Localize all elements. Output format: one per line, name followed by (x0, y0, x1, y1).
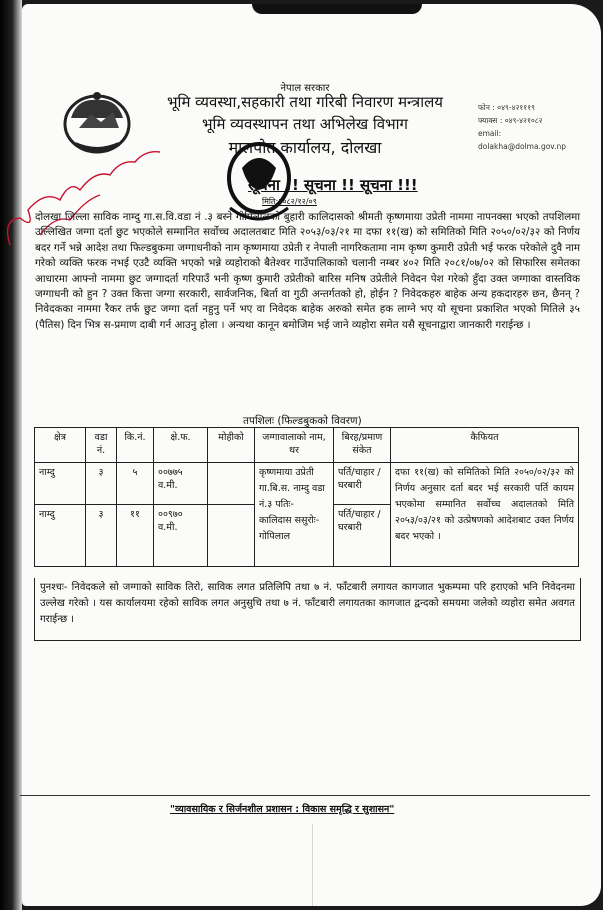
table-header-row (35, 428, 579, 463)
header-kitta: कि.नं. (117, 428, 154, 463)
notice-title: सूचना !! सूचना !! सूचना !!! (248, 176, 418, 194)
header-proof: बिरह/प्रमाण संकेत (334, 428, 391, 463)
cell-tenant (208, 463, 255, 505)
cell-area: नाम्दु (35, 463, 86, 505)
header-owner: जग्गावालाको नाम, थर (255, 428, 334, 463)
header-size: क्षे.फ. (154, 428, 208, 463)
fieldbook-table (34, 427, 579, 567)
ministry-name: भूमि व्यवस्था,सहकारी तथा गरिबी निवारण मन्त्रालय (167, 93, 443, 111)
header-ward: वडा नं. (86, 428, 117, 463)
postscript: पुनश्चः- निवेदकले सो जग्गाको साविक तिरो, साविक लगत प्रतिलिपि तथा ७ नं. फाँटबारी लगायत कागजात भुकम्पमा परि हराएको भनि निवेदनमा उल्लेख गरेको । यस कार्यालयमा रहेको साविक लगत अनुसुचि तथा ७ नं. फाँटबारी लगायतका कागजात द्वन्दको समयमा जलेको व्यहोरा समेत अवगत गराईन्छ । (34, 578, 581, 641)
email-address[interactable]: dolakha@dolma.gov.np (478, 142, 567, 151)
page-fold-line (312, 824, 313, 906)
cell-proof: पर्ति/चाहार /घरबारी (334, 463, 391, 505)
cell-ward: ३ (86, 505, 117, 567)
header-area: क्षेत्र (35, 428, 86, 463)
table-row (35, 463, 579, 505)
header-remarks: कैफियत (391, 428, 579, 463)
cell-kitta: ५ (117, 463, 154, 505)
left-background-edge (0, 0, 22, 910)
cell-size: ००७७५ व.मी. (154, 463, 208, 505)
department-name: भूमि व्यवस्थापन तथा अभिलेख विभाग (202, 115, 408, 133)
cell-size: ००९७० व.मी. (154, 505, 208, 567)
table-caption: तपशिलः (फिल्डबुकको विवरण) (243, 415, 362, 427)
government-label: नेपाल सरकार (280, 83, 330, 94)
cell-remarks: दफा ११(ख) को समितिको मिति २०५०/०२/३२ को निर्णय अनुसार दर्ता बदर भई सरकारी पर्ति कायम भएकोमा सम्मानित सर्वोच्च अदालतको मिति २०५३/०३/२१ को उत्प्रेषणको आदेशबाट उक्त निर्णय बदर भएको । (391, 463, 579, 567)
footer-divider (20, 795, 590, 796)
notice-date: मिति:२०८२/१२/०९ (262, 197, 317, 206)
notice-body: दोलखा जिल्ला साविक नाम्दु गा.स.वि.वडा नं .३ बस्ने गोपिलालको बुहारी कालिदासको श्रीमती कृष्णमाया उप्रेती नाममा नापनक्सा भएको तपशिलमा उल्लिखित जग्गा दर्ता छुट भएकोले सम्मानित सर्वोच्च अदालतबाट मिति २०५३/०३/२१ मा दफा ११(ख) को समितिको मिति २०५०/०२/३२ को निर्णय बदर गर्ने भन्ने आदेश तथा फिल्डबुकमा जग्गाधनीको नाम कृष्णमाया उप्रेती र नेपाली नागरिकतामा नाम कृष्ण कुमारी उप्रेती भई फरक परेकोले दुवै नाम गरेको व्यक्ति फरक नभई एउटै व्यक्ति भएको भन्ने व्यहोराको बैतेश्वर गाउँपालिकाको चलानी नम्बर ४०२ मिति २०८१/०७/०२ को सिफारिस समेतका आधारमा आफ्नो नाममा छुट जग्गादर्ता गरिपाउँ भनी कृष्ण कुमारी उप्रेतीको बारिस मनिष उप्रेतीले निवेदन पेश गरेको हुँदा उक्त जग्गाका वास्तविक जग्गाधनी को हुन ? उक्त कित्ता जग्गा सरकारी, सार्वजनिक, बिर्ता वा गुठी अन्तर्गतको हो, होईन ? निवेदकहरु बाहेक अन्य हकदारहरु छन, छैनन् ? निवेदकका नाममा रैकर तर्फ छुट जग्गा दर्ता नहुनु पर्ने भए वा निवेदक बाहेक अरुको समेत हक लाग्ने भए यो सूचना प्रकाशित भएको मितिले ३५ (पैतिस) दिन भित्र स-प्रमाण दाबी गर्न आउनु होला । अन्यथा कानून बमोजिम भई जाने व्यहोरा समेत यसै सूचनाद्वारा जानकारी गराईन्छ । (35, 211, 580, 331)
footer-motto: "व्यावसायिक र सिर्जनशील प्रशासन : विकास समृद्धि र सुशासन" (170, 804, 395, 815)
cell-tenant (208, 505, 255, 567)
phone-number: फोन : ०४९-४२१११९ (478, 103, 535, 112)
fax-number: फ्याक्स : ०४९-४२१०८२ (478, 116, 543, 125)
cell-area: नाम्दु (35, 505, 86, 567)
office-name: मालपोत कार्यालय, दोलखा (228, 138, 382, 157)
cell-proof: पर्ति/चाहार /घरबारी (334, 505, 391, 567)
header-tenant: मोहीको (208, 428, 255, 463)
cell-owner: कृष्णमाया उप्रेती गा.बि.स. नाम्दु वडा नं.३ पतिः- कालिदास ससुरोः- गोपिलाल (255, 463, 334, 567)
cell-kitta: ११ (117, 505, 154, 567)
cell-ward: ३ (86, 463, 117, 505)
email-label: email: (478, 129, 502, 138)
top-shadow (252, 4, 422, 14)
contact-block (478, 101, 566, 153)
